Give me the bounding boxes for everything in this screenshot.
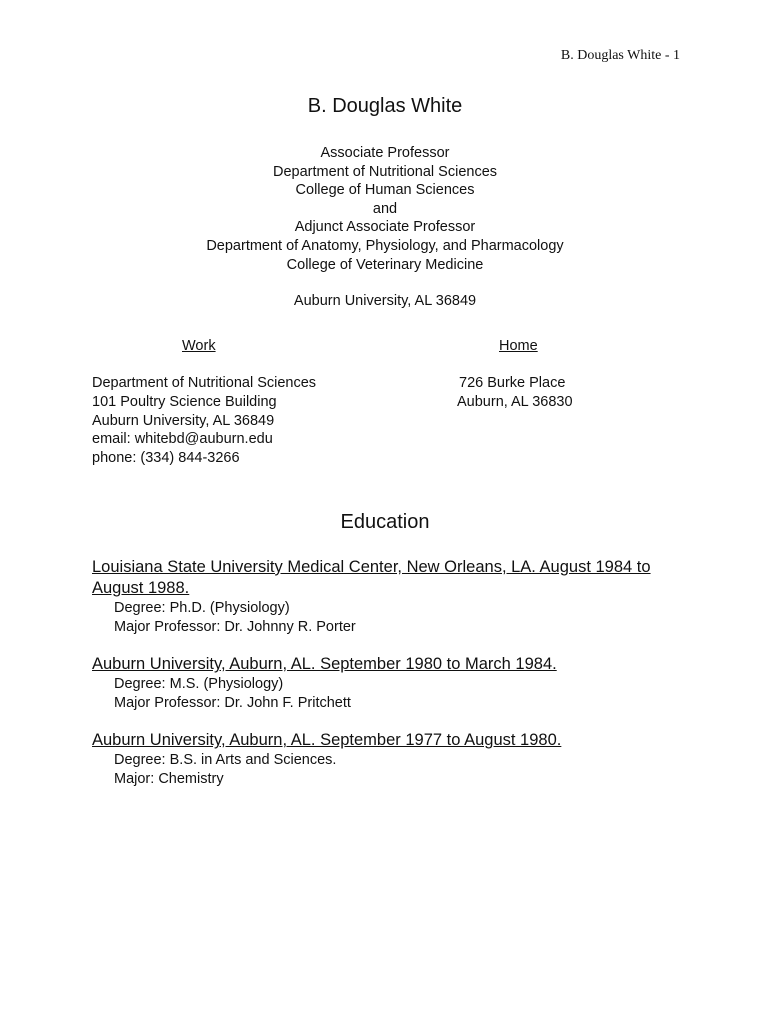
title-line: and — [372, 200, 398, 217]
running-header: B. Douglas White - 1 — [560, 48, 680, 63]
title-line: Associate Professor — [320, 145, 450, 161]
home-address-line: Auburn, AL 36830 — [457, 393, 573, 410]
education-entry — [92, 654, 682, 712]
title-line: College of Human Sciences — [295, 182, 475, 199]
work-heading: Work — [182, 338, 216, 354]
education-degree: Degree: Ph.D. (Physiology) — [114, 600, 290, 616]
work-address-line: 101 Poultry Science Building — [92, 393, 277, 410]
work-email: email: whitebd@auburn.edu — [92, 431, 273, 448]
title-line: Department of Anatomy, Physiology, and Pharmacology — [206, 237, 564, 254]
education-heading: Education — [340, 511, 430, 533]
work-address-block — [92, 374, 316, 468]
education-school: Auburn University, Auburn, AL. September 1980 to March 1984. — [92, 655, 557, 674]
work-phone: phone: (334) 844-3266 — [92, 450, 240, 467]
education-advisor: Major Professor: Dr. Johnny R. Porter — [114, 618, 356, 635]
home-address-line: 726 Burke Place — [459, 375, 566, 391]
institution-address: Auburn University, AL 36849 — [293, 293, 477, 309]
education-list — [92, 557, 682, 807]
education-major: Major: Chemistry — [114, 770, 224, 787]
work-address-line: Auburn University, AL 36849 — [92, 412, 275, 429]
cv-name-title: B. Douglas White — [307, 95, 463, 117]
titles-block — [0, 144, 770, 274]
title-line: Adjunct Associate Professor — [294, 219, 476, 236]
home-heading: Home — [499, 338, 538, 354]
education-degree: Degree: B.S. in Arts and Sciences. — [114, 752, 337, 769]
education-school: Louisiana State University Medical Center, New Orleans, LA. August 1984 to August 1988. — [92, 558, 651, 597]
title-line: College of Veterinary Medicine — [286, 256, 484, 273]
education-advisor: Major Professor: Dr. John F. Pritchett — [114, 694, 351, 711]
education-entry — [92, 730, 682, 788]
education-degree: Degree: M.S. (Physiology) — [114, 676, 284, 693]
education-entry — [92, 557, 682, 636]
home-address-block — [457, 374, 573, 412]
work-address-line: Department of Nutritional Sciences — [92, 375, 317, 391]
title-line: Department of Nutritional Sciences — [272, 163, 498, 180]
education-school: Auburn University, Auburn, AL. September 1977 to August 1980. — [92, 731, 562, 750]
